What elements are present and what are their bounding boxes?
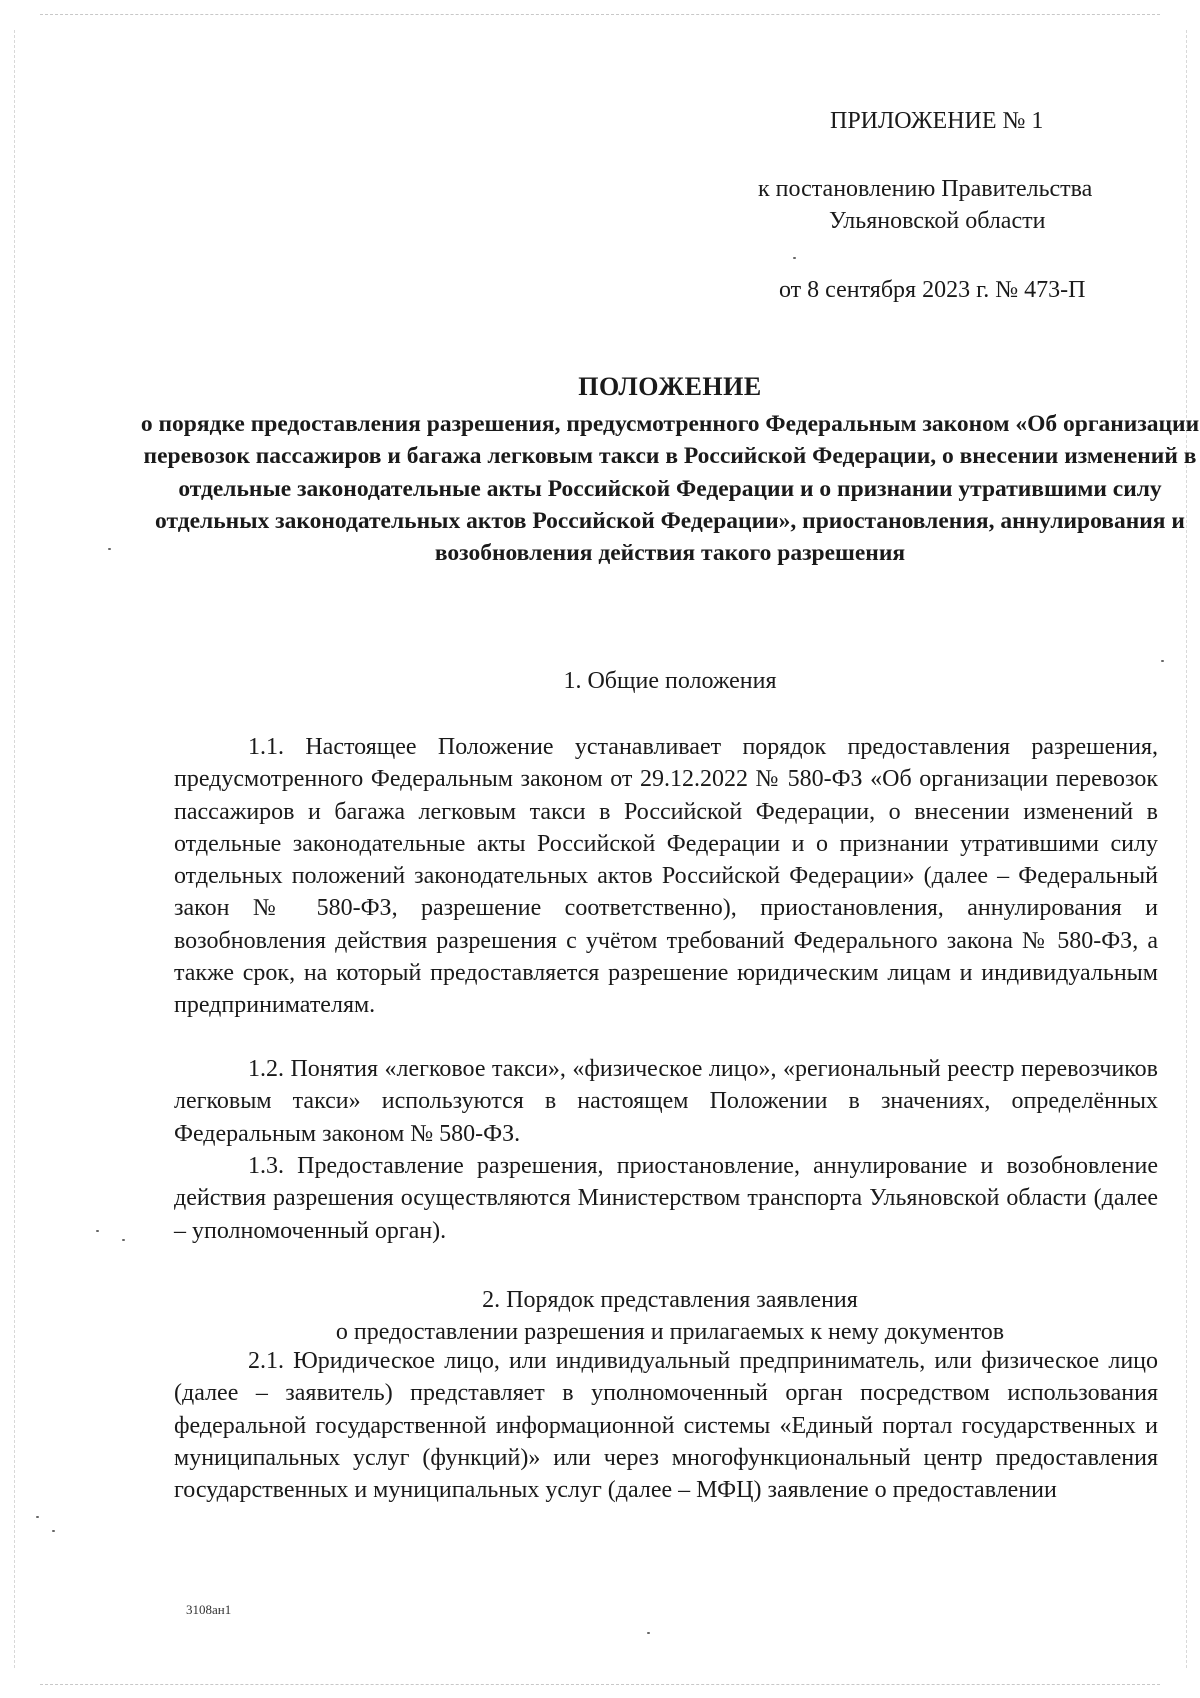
scan-speck xyxy=(108,548,111,550)
scan-edge-bottom xyxy=(40,1684,1160,1685)
scan-speck xyxy=(647,1632,650,1634)
section-2-title xyxy=(130,1284,1200,1348)
paragraph-1-3: 1.3. Предоставление разрешения, приостановление, аннулирование и возобновление действия разрешения осуществляются Министерством транспорта Ульяновской области (далее – уполномоченный орган). xyxy=(174,1153,1158,1244)
annex-line-2: Ульяновской области xyxy=(829,208,1046,234)
document-subtitle: о порядке предоставления разрешения, предусмотренного Федеральным законом «Об организации перевозок пассажиров и багажа легковым такси в Российской Федерации, о внесении изменений в отдельные законодательные акты Российской Федерации и о признании утратившими силу отдельных законодательных актов Российской Федерации», приостановления, аннулирования и возобновления действия такого разрешения xyxy=(140,411,1200,567)
scan-speck xyxy=(36,1516,39,1518)
section-2-title-line-2: о предоставлении разрешения и прилагаемых к нему документов xyxy=(335,1319,1005,1345)
scan-edge-top xyxy=(40,14,1160,15)
paragraph-1-1: 1.1. Настоящее Положение устанавливает порядок предоставления разрешения, предусмотренного Федеральным законом от 29.12.2022 № 580-ФЗ «Об организации перевозок пассажиров и багажа легковым такси в Российской Федерации, о внесении изменений в отдельные законодательные акты Российской Федерации и о признании утратившими силу отдельных положений законодательных актов Российской Федерации» (далее – Федеральный закон № 580-ФЗ, разрешение соответственно), приостановления, аннулирования и возобновления действия разрешения с учётом требований Федерального закона № 580-ФЗ, а также срок, на который предоставляется разрешение юридическим лицам и индивидуальным предпринимателям. xyxy=(174,734,1158,1019)
scan-speck xyxy=(96,1230,99,1232)
scan-speck xyxy=(52,1530,55,1532)
scan-edge-right xyxy=(1186,30,1187,1668)
paragraph-1-2: 1.2. Понятия «легковое такси», «физическое лицо», «региональный реестр перевозчиков легковым такси» используются в настоящем Положении в значениях, определённых Федеральным законом № 580-ФЗ. xyxy=(174,1056,1158,1147)
annex-line-1: к постановлению Правительства xyxy=(758,176,1093,202)
footer-document-code: 3108ан1 xyxy=(186,1602,232,1617)
scan-speck xyxy=(1161,660,1164,662)
annex-date-number: от 8 сентября 2023 г. № 473-П xyxy=(779,277,1086,303)
section-1-title: 1. Общие положения xyxy=(563,668,777,694)
scan-speck xyxy=(793,257,796,259)
document-heading: ПОЛОЖЕНИЕ xyxy=(578,372,762,401)
section-2-title-line-1: 2. Порядок представления заявления xyxy=(482,1287,858,1313)
paragraph-2-1: 2.1. Юридическое лицо, или индивидуальный предприниматель, или физическое лицо (далее – заявитель) представляет в уполномоченный орган посредством использования федеральной государственной информационной системы «Единый портал государственных и муниципальных услуг (функций)» или через многофункциональный центр предоставления государственных и муниципальных услуг (далее – МФЦ) заявление о предоставлении xyxy=(174,1348,1158,1504)
scan-speck xyxy=(122,1239,125,1241)
scan-edge-left xyxy=(14,30,15,1668)
annex-title: ПРИЛОЖЕНИЕ № 1 xyxy=(830,108,1044,134)
